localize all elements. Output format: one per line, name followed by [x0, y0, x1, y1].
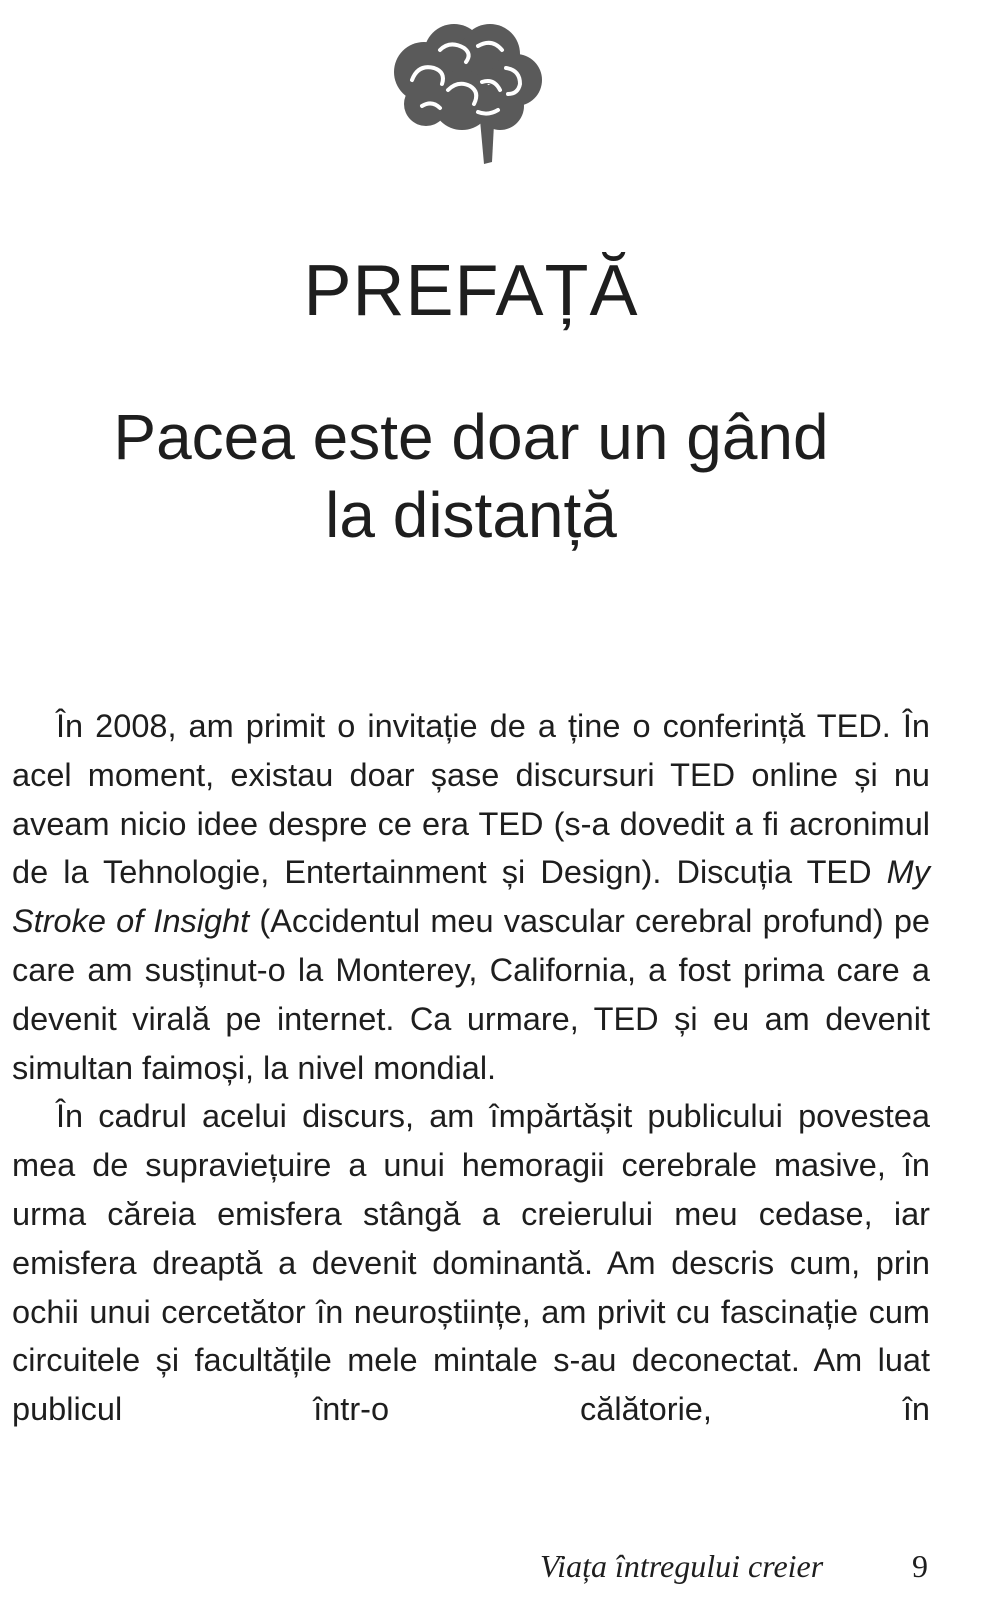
- paragraph-2: În cadrul acelui discurs, am împărtășit publicului povestea mea de supraviețuire a unui hemoragii cerebrale masive, în urma căreia emisfera stângă a creierului meu cedase, iar emisfera dreaptă a devenit dominantă. Am descris cum, prin ochii unui cercetător în neuroștiințe, am privit cu fascinație cum circuitele și facultățile mele mintale s-au deconectat. Am luat publicul într-o călătorie, în: [12, 1098, 930, 1428]
- chapter-subtitle: [0, 398, 942, 554]
- paragraph-1: [12, 702, 930, 1092]
- page-number: 9: [912, 1548, 928, 1584]
- body-text: [12, 702, 930, 1434]
- paragraph-1-text-b: (Accidentul meu vascular cerebral profund) pe care am susținut-o la Monterey, California, a fost prima care a devenit virală pe internet. Ca urmare, TED și eu am devenit simultan faimoși, la nivel mondial.: [12, 903, 930, 1086]
- talk-title: My Stroke of Insight: [12, 854, 930, 940]
- paragraph-1-text-a: În 2008, am primit o invitație de a ține o conferință TED. În acel moment, existau doar șase discursuri TED online și nu aveam nicio idee despre ce era TED (s-a dovedit a fi acronimul de la Tehnologie, Entertainment și Design). Discuția TED: [12, 708, 930, 891]
- running-footer-title: Viața întregului creier: [540, 1548, 824, 1584]
- brain-icon: [382, 20, 552, 170]
- subtitle-line-2: la distanță: [325, 479, 617, 551]
- subtitle-line-1: Pacea este doar un gând: [113, 401, 829, 473]
- chapter-title: PREFAȚĂ: [303, 251, 639, 331]
